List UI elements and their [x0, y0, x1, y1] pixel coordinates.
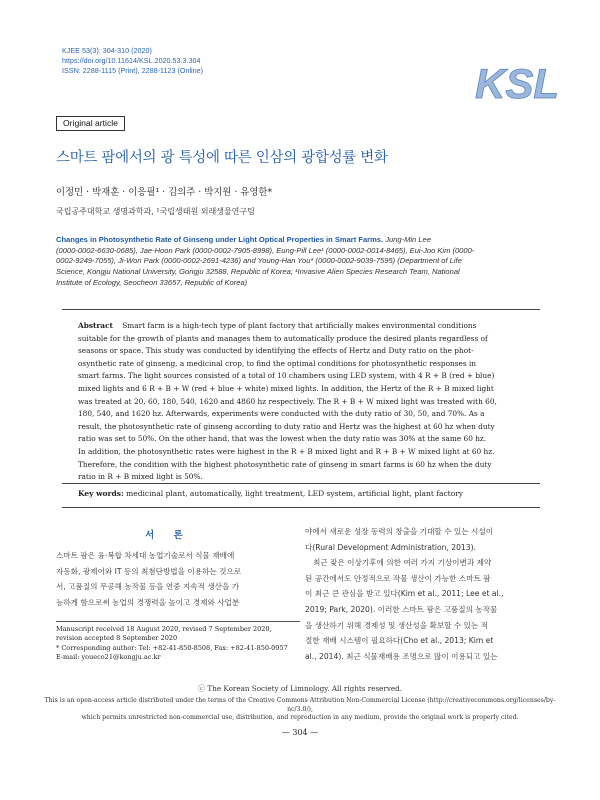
- left-col-line-0: 스마트 팜은 융·복합 차세대 농업기술로서 식물 재배에: [56, 551, 235, 560]
- abstract-line-5: mixed lights and 6 R + B + W (red + blue + white) mixed lights. In addition, the Hertz of the R + B mixed light: [78, 383, 494, 393]
- keywords-bottom-rule: [62, 507, 540, 508]
- keywords-label: Key words:: [78, 489, 124, 498]
- journal-citation: KJEE 53(3): 304-310 (2020): [62, 46, 152, 55]
- doi-link[interactable]: https://doi.org/10.11614/KSL.2020.53.3.304: [62, 56, 201, 66]
- license-footer: [40, 685, 560, 723]
- footnote-line-3: E-mail: youeco21@kongju.ac.kr: [56, 653, 161, 662]
- footnote-line-1: revision accepted 8 September 2020: [56, 634, 178, 643]
- right-col-line-1: 다(Rural Development Administration, 2013).: [305, 542, 476, 552]
- english-byline-0: Jung-Min Lee: [385, 235, 431, 244]
- korean-authors: 이정민 · 박재훈 · 이응필¹ · 김의주 · 박지원 · 유영한*: [56, 187, 273, 198]
- abstract-line-10: In addition, the photosynthetic rates were highest in the R + B mixed light and R + B + W mixed light at 60 hz.: [78, 446, 495, 456]
- left-col-line-2: 서, 고품질의 무공해 농작물 등을 연중 지속적 생산을 가: [56, 582, 240, 592]
- copyright-line: ⓒ The Korean Society of Limnology. All rights reserved.: [197, 684, 403, 693]
- abstract-line-4: smart farms. The light sources consisted of a total of 10 chambers using LED system, with 4 R + B (red + blue): [78, 371, 495, 381]
- english-byline-3: Science, Kongju National University, Gongju 32588, Republic of Korea; ¹Invasive Alien Species Research Team, National: [56, 267, 460, 277]
- license-line-1: This is an open-access article distributed under the terms of the Creative Commons Attribution Non-Commercial License (http://creativecommons.org/licenses/by-nc/3.0/),: [44, 697, 556, 713]
- license-line-2: which permits unrestricted non-commercial use, distribution, and reproduction in any medium, provide the original work is properly cited.: [81, 714, 519, 722]
- abstract-line-11: Therefore, the condition with the highest photosynthetic rate of ginseng in smart farms is 60 hz when the duty: [78, 459, 492, 469]
- abstract-line-0: Smart farm is a high-tech type of plant factory that artificially makes environmental conditions: [122, 321, 477, 330]
- section-heading-introduction: 서 론: [145, 530, 191, 541]
- korean-title: 스마트 팜에서의 광 특성에 따른 인삼의 광합성률 변화: [56, 150, 388, 166]
- logo-text: KSL: [475, 60, 559, 107]
- right-col-line-2: 최근 잦은 이상기후에 의한 여러 가지 기상이변과 제약: [313, 558, 492, 568]
- right-col-line-5: 2019; Park, 2020). 이러한 스마트 팜은 고품질의 농작물: [305, 604, 498, 614]
- right-col-line-6: 을 생산하기 위해 경제성 및 생산성을 확보할 수 있는 적: [305, 620, 489, 630]
- keywords-text: medicinal plant, automatically, light treatment, LED system, artificial light, plant factory: [126, 489, 464, 498]
- abstract-line-7: 180, 540, and 1620 hz. Afterwards, experiments were conducted with the duty ratio of 30, 50, and 70%. As a: [78, 409, 485, 419]
- page-number: — 304 —: [281, 728, 319, 737]
- left-col-line-3: 능하게 함으로써 농업의 경쟁력을 높이고 경제와 사업분: [56, 597, 240, 607]
- abstract-line-9: ratio was set to 50%. On the other hand, that was the lowest when the duty ratio was 30% at the same 60 hz.: [78, 434, 487, 444]
- abstract-label: Abstract: [78, 321, 113, 330]
- abstract-line-6: was treated at 20, 60, 180, 540, 1620 and 4860 hz respectively. The R + B + W mixed light was treated with 60,: [78, 396, 497, 406]
- abstract-line-8: result, the photosynthetic rate of ginseng according to duty ratio and Hertz was the highest at 60 hz when duty: [78, 421, 495, 431]
- issn-line: ISSN: 2288-1115 (Print), 2288-1123 (Online): [62, 66, 204, 76]
- journal-header: [62, 46, 203, 77]
- abstract-top-rule: [62, 309, 540, 310]
- english-byline-2: 0002-9249-7055), Ji-Won Park (0000-0002-2691-4236) and Young-Han You* (0000-0002-9039-7595) (Department of Life: [56, 256, 462, 266]
- keywords: [78, 489, 524, 498]
- keywords-rule: [62, 483, 540, 484]
- abstract-line-1: suitable for the growth of plants and manages them to automatically produce the desired plants regardless of: [78, 333, 488, 343]
- right-col-line-3: 된 공간에서도 안정적으로 작물 생산이 가능한 스마트 팜: [305, 573, 491, 583]
- korean-affiliation: 국립공주대학교 생명과학과, ¹국립생태원 외래생물연구팀: [56, 207, 255, 216]
- english-byline-1: (0000-0002-6630-0685), Jae-Hoon Park (0000-0002-7905-8998), Eung-Pill Lee¹ (0000-0002-0014-8465), Eui-Joo Kim (0000-: [56, 245, 475, 255]
- abstract-line-12: ratio in R + B mixed light is 50%.: [78, 472, 203, 482]
- right-col-line-4: 이 최근 큰 관심을 받고 있다(Kim et al., 2011; Lee et al.,: [305, 589, 504, 599]
- abstract-block: [78, 320, 524, 484]
- left-column: [56, 548, 302, 610]
- footnote-line-0: Manuscript received 18 August 2020, revised 7 September 2020,: [56, 625, 272, 633]
- english-title-block: [56, 235, 544, 289]
- abstract-line-3: osynthetic rate of ginseng, a medicinal crop, to find the optimal conditions for photosynthetic responses in: [78, 358, 477, 368]
- ksl-logo: [473, 58, 559, 107]
- footnote-rule: [56, 621, 300, 622]
- right-column: [305, 524, 549, 664]
- right-col-line-0: 야에서 새로운 성장 동력의 창출을 기대할 수 있는 시설이: [305, 527, 494, 536]
- right-col-line-8: al., 2014). 최근 식물재배용 조명으로 많이 이용되고 있는: [305, 651, 498, 661]
- right-col-line-7: 절한 재배 시스템이 필요하다(Cho et al., 2013; Kim et: [305, 636, 494, 646]
- english-byline-4: Institute of Ecology, Seocheon 33657, Republic of Korea): [56, 277, 248, 287]
- left-col-line-1: 자동화, 광제어와 IT 등의 최첨단방법을 이용하는 것으로: [56, 566, 242, 576]
- article-type-badge: Original article: [56, 116, 125, 131]
- footnote-line-2: * Corresponding author: Tel: +82-41-850-8508, Fax: +82-41-850-0957: [56, 643, 288, 652]
- english-title: Changes in Photosynthetic Rate of Ginseng under Light Optical Properties in Smart Farms.: [56, 235, 384, 244]
- footnote-block: [56, 625, 300, 663]
- abstract-line-2: seasons or space. This study was conducted by identifying the effects of Hertz and Duty ratio on the phot-: [78, 346, 474, 356]
